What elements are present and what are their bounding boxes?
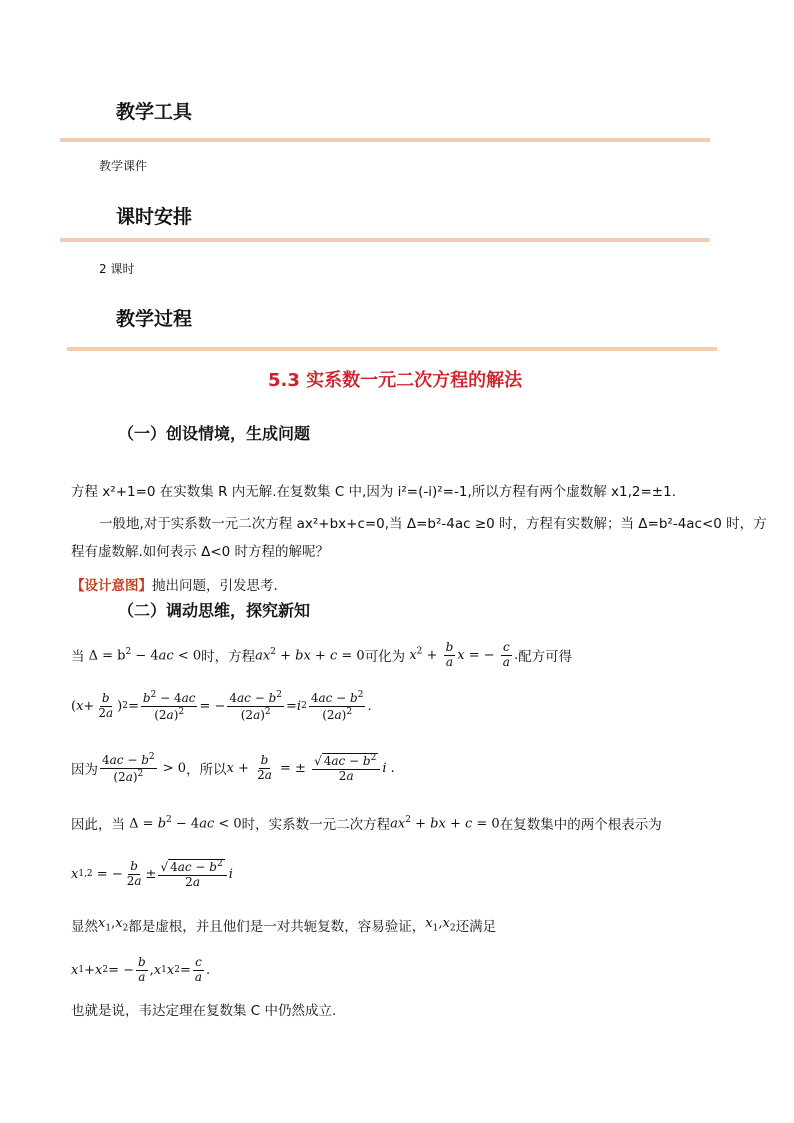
formula: $\Delta = b^2 - 4ac < 0$ <box>125 814 242 832</box>
text: 显然 <box>71 919 98 935</box>
divider <box>67 347 717 351</box>
math-line-5: x 1,2 = − $\frac{b}{2a}$ ± $\frac{√ 4ac - b^2}{2a}$ i <box>71 858 233 889</box>
formula: $\Delta = b^2 - 4ac < 0$ <box>84 646 202 664</box>
text: 都是虚根，并且他们是一对共轭复数，容易验证， <box>128 919 426 935</box>
math-line-7: x 1 + x 2 = − $\frac{b}{a}$ , x 1 x 2 = $\frac{c}{a}$ . <box>71 954 211 984</box>
formula: $x_1,x_2$ <box>98 916 129 934</box>
conclusion: 也就是说，韦达定理在复数集 C 中仍然成立. <box>71 1003 337 1019</box>
tools-text: 教学课件 <box>99 159 148 173</box>
lesson-title: 5.3 实系数一元二次方程的解法 <box>268 370 523 391</box>
math-line-6 <box>71 914 496 936</box>
schedule-heading: 课时安排 <box>116 206 193 228</box>
paragraph-2b: 程有虚数解.如何表示 Δ<0 时方程的解呢？ <box>71 544 330 560</box>
divider <box>60 238 710 242</box>
part1-heading: （一）创设情境，生成问题 <box>118 424 311 443</box>
text: 时，方程 <box>201 649 256 665</box>
text: 配方可得 <box>518 649 573 665</box>
formula: $ax^2$ + bx + c = 0 <box>255 646 365 664</box>
text: 因为 <box>71 762 98 778</box>
formula: $x_1,x_2$ <box>425 916 456 934</box>
formula: $ax^2$ + bx + c = 0 <box>390 814 500 832</box>
process-heading: 教学过程 <box>116 308 193 330</box>
math-line-4 <box>71 812 662 834</box>
text: 可化为 <box>364 649 406 665</box>
math-line-3 <box>71 748 395 788</box>
formula: $x^2$ + $\frac{b}{a}$ x = − $\frac{c}{a}$ . <box>409 639 519 669</box>
math-line-1 <box>71 638 572 672</box>
text: 当 <box>71 649 85 665</box>
formula: x + $\frac{b}{2a}$ = ± $\frac{√ 4ac - b^2}{2a}$ i . <box>226 752 395 783</box>
design-label: 【设计意图】 <box>71 578 152 594</box>
divider <box>60 138 710 142</box>
tools-heading: 教学工具 <box>116 101 193 123</box>
part2-heading: （二）调动思维，探究新知 <box>118 601 311 620</box>
paragraph-2a: 一般地,对于实系数一元二次方程 ax²+bx+c=0,当 Δ=b²-4ac ≥0 时，方程有实数解；当 Δ=b²-4ac<0 时，方 <box>99 516 767 532</box>
text: 因此，当 <box>71 817 125 833</box>
schedule-text: 2 课时 <box>99 262 135 276</box>
text: 时，实系数一元二次方程 <box>241 817 391 833</box>
formula: $\frac{4ac - b^2}{(2a)^2}$ > 0 <box>102 751 187 784</box>
design-text: 抛出问题，引发思考. <box>152 578 278 594</box>
design-intent <box>71 574 278 594</box>
paragraph-1: 方程 x²+1=0 在实数集 R 内无解.在复数集 C 中,因为 i²=(-i)²=-1,所以方程有两个虚数解 x1,2=±1. <box>71 484 676 500</box>
math-line-2: ( x + $\frac{b}{2a}$ ) 2 = $\frac{b^2 - 4ac}{(2a)^2}$ = − $\frac{4ac - b^2}{(2a)^2}$ = i 2 $\frac{4ac - b^2}{(2a)^2}$ . <box>71 689 372 722</box>
text: ，所以 <box>186 762 227 778</box>
text: 在复数集中的两个根表示为 <box>499 817 662 833</box>
text: 还满足 <box>455 919 497 935</box>
